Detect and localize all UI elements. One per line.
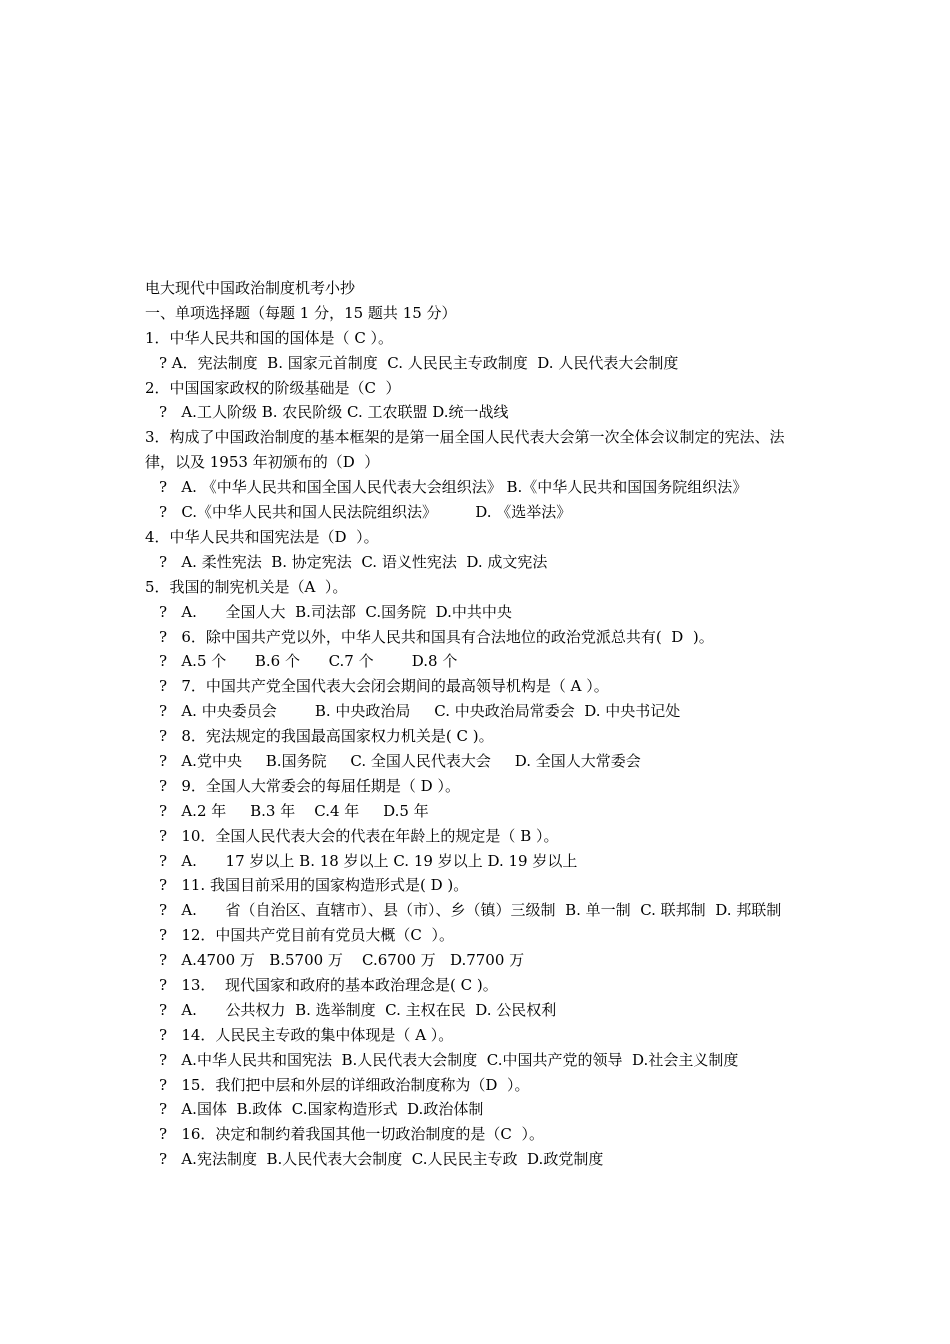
- document-body: [145, 276, 810, 1172]
- question-line: 1．中华人民共和国的国体是（ C ）。: [145, 328, 394, 347]
- options-line: ? A.5 个 B.6 个 C.7 个 D.8 个: [159, 652, 458, 671]
- options-line: ? A.中华人民共和国宪法 B.人民代表大会制度 C.中国共产党的领导 D.社会主义制度: [159, 1050, 739, 1069]
- question-line: 5．我国的制宪机关是（A ）。: [145, 577, 348, 596]
- options-line: ? A. 省（自治区、直辖市）、县（市）、乡（镇）三级制 B. 单一制 C. 联邦制 D. 邦联制: [159, 901, 782, 920]
- options-line: ? A.党中央 B.国务院 C. 全国人民代表大会 D. 全国人大常委会: [159, 751, 641, 770]
- question-line: ? 6．除中国共产党以外，中华人民共和国具有合法地位的政治党派总共有( D )。: [159, 627, 714, 646]
- question-line: ? 7．中国共产党全国代表大会闭会期间的最高领导机构是（ A ）。: [159, 677, 609, 696]
- question-line: 3．构成了中国政治制度的基本框架的是第一届全国人民代表大会第一次全体会议制定的宪法、法律，以及 1953 年初颁布的（D ）: [145, 428, 785, 472]
- document-title: 电大现代中国政治制度机考小抄: [145, 279, 356, 297]
- section-heading: 一、单项选择题（每题 1 分，15 题共 15 分）: [145, 303, 457, 322]
- question-line: ? 14．人民民主专政的集中体现是（ A ）。: [159, 1025, 454, 1044]
- question-line: 4．中华人民共和国宪法是（D ）。: [145, 527, 379, 546]
- options-line: ? A.2 年 B.3 年 C.4 年 D.5 年: [159, 801, 429, 820]
- options-line: ? A. 17 岁以上 B. 18 岁以上 C. 19 岁以上 D. 19 岁以上: [159, 851, 578, 870]
- options-line: ? A.宪法制度 B.人民代表大会制度 C.人民民主专政 D.政党制度: [159, 1150, 604, 1169]
- question-line: ? 8．宪法规定的我国最高国家权力机关是( C )。: [159, 727, 494, 746]
- options-line: ? A. 全国人大 B.司法部 C.国务院 D.中共中央: [159, 602, 512, 621]
- options-line: ? A. 公共权力 B. 选举制度 C. 主权在民 D. 公民权利: [159, 1000, 557, 1019]
- question-line: ? 11. 我国目前采用的国家构造形式是( D )。: [159, 876, 469, 895]
- options-line: ? A.4700 万 B.5700 万 C.6700 万 D.7700 万: [159, 951, 525, 970]
- question-line: 2．中国国家政权的阶级基础是（C ）: [145, 378, 401, 397]
- question-line: ? 9．全国人大常委会的每届任期是（ D ）。: [159, 776, 460, 795]
- options-line: ? A. 《中华人民共和国全国人民代表大会组织法》 B.《中华人民共和国国务院组织法》: [159, 478, 748, 497]
- options-line: ? A.工人阶级 B. 农民阶级 C. 工农联盟 D.统一战线: [159, 403, 509, 422]
- question-line: ? 13． 现代国家和政府的基本政治理念是( C )。: [159, 976, 498, 994]
- options-line: ? A. 柔性宪法 B. 协定宪法 C. 语义性宪法 D. 成文宪法: [159, 552, 548, 571]
- options-line: ? C.《中华人民共和国人民法院组织法》 D. 《选举法》: [159, 503, 572, 522]
- question-line: ? 16．决定和制约着我国其他一切政治制度的是（C ）。: [159, 1125, 544, 1144]
- question-line: ? 15．我们把中层和外层的详细政治制度称为（D ）。: [159, 1075, 530, 1094]
- question-line: ? 10．全国人民代表大会的代表在年龄上的规定是（ B ）。: [159, 826, 559, 845]
- options-line: ? A.国体 B.政体 C.国家构造形式 D.政治体制: [159, 1100, 484, 1119]
- options-line: ? A．宪法制度 B. 国家元首制度 C. 人民民主专政制度 D. 人民代表大会制度: [159, 353, 679, 372]
- question-line: ? 12．中国共产党目前有党员大概（C ）。: [159, 926, 454, 945]
- options-line: ? A. 中央委员会 B. 中央政治局 C. 中央政治局常委会 D. 中央书记处: [159, 702, 681, 721]
